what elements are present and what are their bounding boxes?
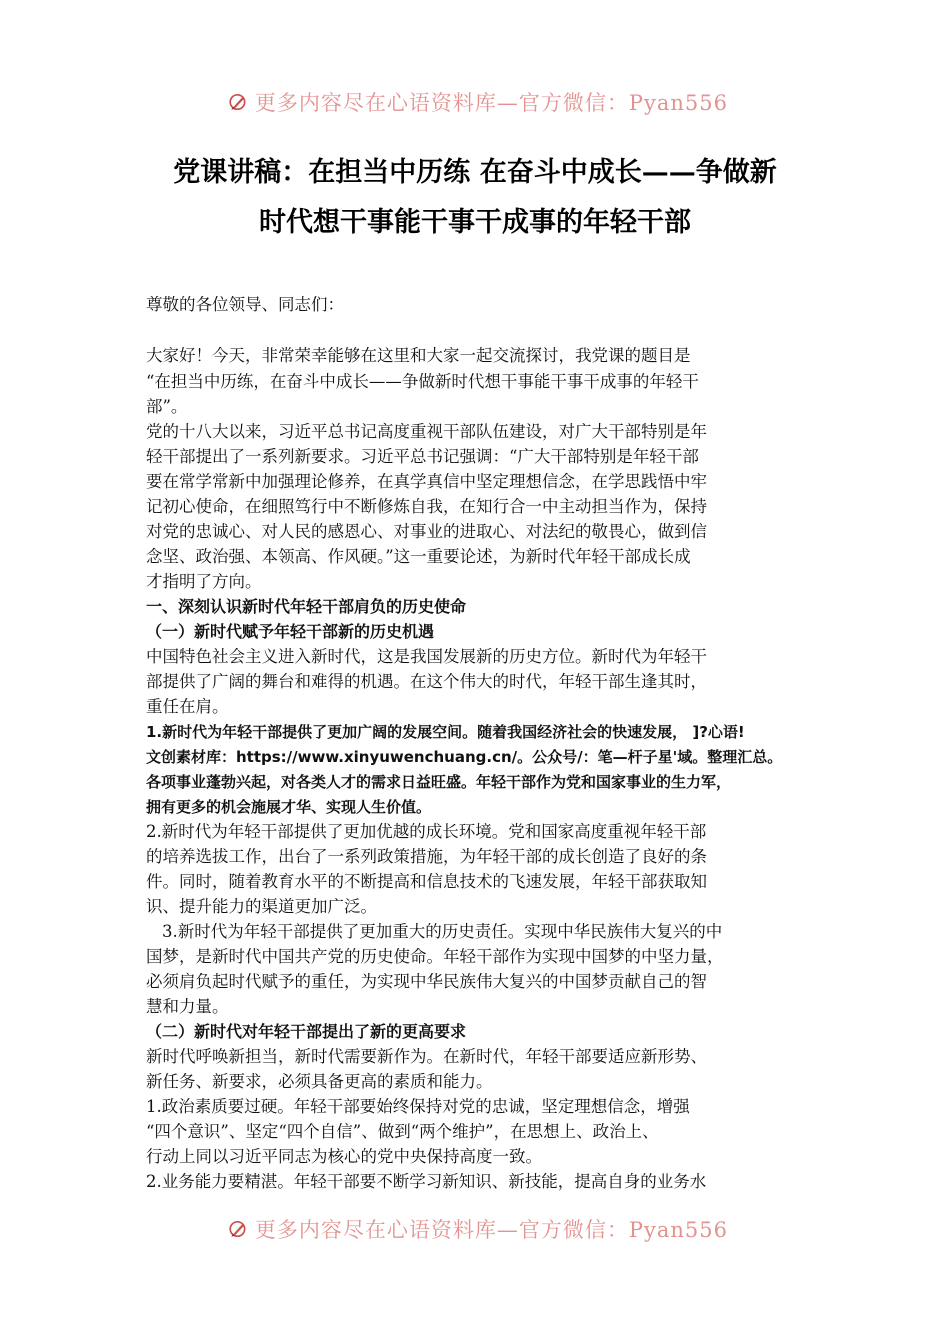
- paragraph-line: “在担当中历练，在奋斗中成长——争做新时代想干事能干事干成事的年轻干: [146, 372, 699, 391]
- paragraph-line: 必须肩负起时代赋予的重任，为实现中华民族伟大复兴的中国梦贡献自己的智: [146, 972, 707, 991]
- paragraph-line: 轻干部提出了一系列新要求。习近平总书记强调：“广大干部特别是年轻干部: [146, 447, 699, 466]
- paragraph-line: 部提供了广阔的舞台和难得的机遇。在这个伟大的时代，年轻干部生逢其时，: [146, 672, 707, 691]
- pen-logo-icon: [228, 85, 247, 119]
- paragraph-line: 中国特色社会主义进入新时代，这是我国发展新的历史方位。新时代为年轻干: [146, 647, 707, 666]
- footer-banner: [228, 1209, 728, 1249]
- paragraph-line: 大家好！今天，非常荣幸能够在这里和大家一起交流探讨，我党课的题目是: [146, 346, 691, 365]
- paragraph-line: 记初心使命，在细照笃行中不断修炼自我，在知行合一中主动担当作为，保持: [146, 497, 707, 516]
- paragraph-line: 念坚、政治强、本领高、作风硬。”这一重要论述，为新时代年轻干部成长成: [146, 547, 691, 566]
- paragraph-line: 3.新时代为年轻干部提供了更加重大的历史责任。实现中华民族伟大复兴的中: [162, 922, 723, 941]
- paragraph-line: “四个意识”、坚定“四个自信”、做到“两个维护”，在思想上、政治上、: [146, 1122, 659, 1141]
- subsection-heading: （一）新时代赋予年轻干部新的历史机遇: [146, 622, 435, 641]
- paragraph-line: 对党的忠诚心、对人民的感恩心、对事业的进取心、对法纪的敬畏心，做到信: [146, 522, 707, 541]
- paragraph-line: 2.业务能力要精湛。年轻干部要不断学习新知识、新技能，提高自身的业务水: [146, 1172, 707, 1191]
- paragraph-line: 的培养选拔工作，出台了一系列政策措施，为年轻干部的成长创造了良好的条: [146, 847, 707, 866]
- paragraph-line: 识、提升能力的渠道更加广泛。: [146, 897, 377, 916]
- paragraph-line: 党的十八大以来，习近平总书记高度重视干部队伍建设，对广大干部特别是年: [146, 422, 707, 441]
- paragraph-line: 各项事业蓬勃兴起，对各类人才的需求日益旺盛。年轻干部作为党和国家事业的生力军，: [146, 773, 732, 791]
- paragraph-line: 新时代呼唤新担当，新时代需要新作为。在新时代，年轻干部要适应新形势、: [146, 1047, 707, 1066]
- paragraph-line: 国梦，是新时代中国共产党的历史使命。年轻干部作为实现中国梦的中坚力量，: [146, 947, 724, 966]
- paragraph-line: 才指明了方向。: [146, 572, 262, 591]
- paragraph-line: 1.政治素质要过硬。年轻干部要始终保持对党的忠诚，坚定理想信念，增强: [146, 1097, 690, 1116]
- paragraph-line: 新任务、新要求，必须具备更高的素质和能力。: [146, 1072, 493, 1091]
- paragraph-line: 拥有更多的机会施展才华、实现人生价值。: [146, 798, 432, 816]
- subsection-heading: （二）新时代对年轻干部提出了新的更高要求: [146, 1022, 467, 1041]
- paragraph-line: 重任在肩。: [146, 697, 229, 716]
- paragraph-line: 要在常学常新中加强理论修养，在真学真信中坚定理想信念，在学思践悟中牢: [146, 472, 707, 491]
- paragraph-line: 行动上同以习近平同志为核心的党中央保持高度一致。: [146, 1147, 542, 1166]
- paragraph-line: 件。同时，随着教育水平的不断提高和信息技术的飞速发展，年轻干部获取知: [146, 872, 707, 891]
- section-heading: 一、深刻认识新时代年轻干部肩负的历史使命: [146, 597, 467, 616]
- paragraph-line: 文创素材库：https://www.xinyuwenchuang.cn/。公众号/：笔—杆子星'域。整理汇总。: [146, 748, 783, 766]
- header-banner: [228, 82, 728, 122]
- paragraph-line: 慧和力量。: [146, 997, 229, 1016]
- paragraph-line: 部”。: [146, 397, 188, 416]
- pen-logo-icon: [228, 1212, 247, 1246]
- paragraph-line: 1.新时代为年轻干部提供了更加广阔的发展空间。随着我国经济社会的快速发展， ]?心语!: [146, 723, 745, 741]
- paragraph-line: 2.新时代为年轻干部提供了更加优越的成长环境。党和国家高度重视年轻干部: [146, 822, 707, 841]
- title-line-1: 党课讲稿：在担当中历练 在奋斗中成长——争做新: [173, 157, 777, 188]
- banner-text: 更多内容尽在心语资料库—官方微信：Pyan556: [254, 1218, 728, 1242]
- title-line-2: 时代想干事能干事干成事的年轻干部: [259, 207, 691, 238]
- banner-text: 更多内容尽在心语资料库—官方微信：Pyan556: [254, 91, 728, 115]
- salutation: 尊敬的各位领导、同志们：: [146, 295, 344, 314]
